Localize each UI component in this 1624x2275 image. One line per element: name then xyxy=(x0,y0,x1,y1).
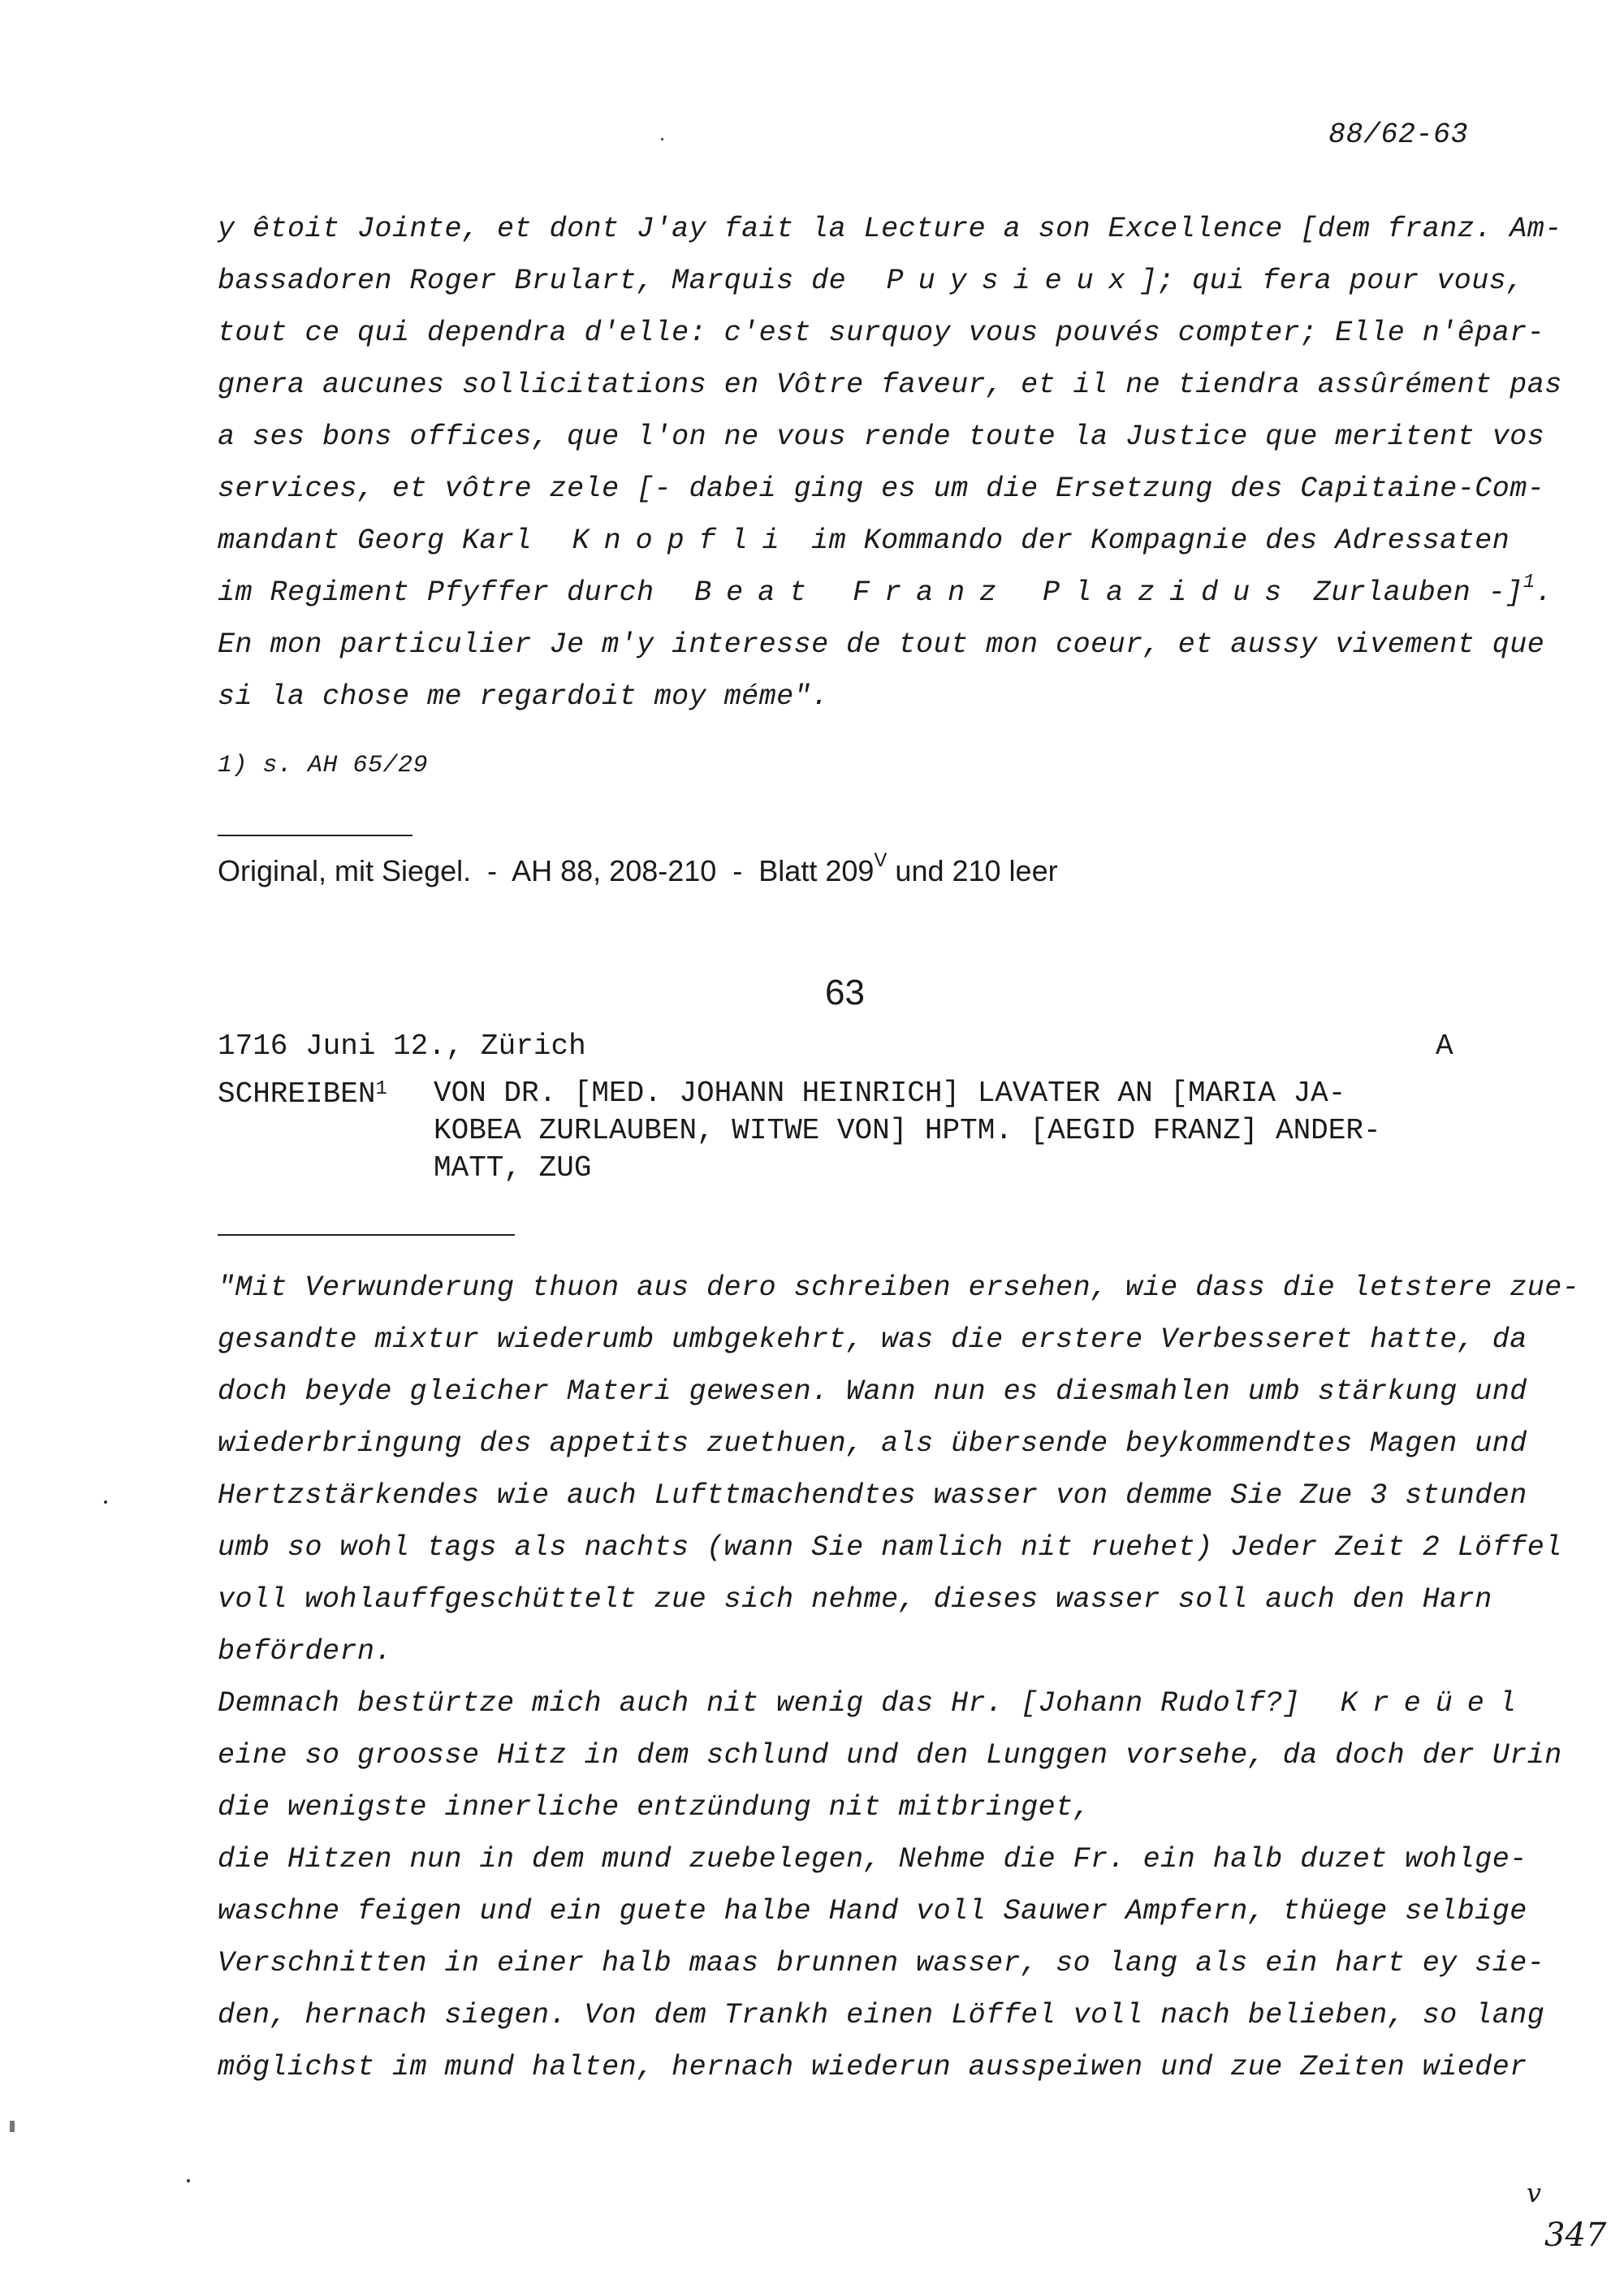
footnote-marker: 1 xyxy=(375,1078,387,1100)
scan-speck xyxy=(661,138,663,140)
text-span: mandant Georg Karl xyxy=(218,525,533,557)
document-type-marker: A xyxy=(1436,1030,1453,1063)
text-line: Hertzstärkendes wie auch Lufttmachendtes wasser von demme Sie Zue 3 stunden xyxy=(218,1479,1527,1512)
title-label: SCHREIBEN xyxy=(218,1077,376,1111)
text-line: a ses bons offices, que l'on ne vous rende toute la Justice que meritent vos xyxy=(218,421,1545,453)
text-line: doch beyde gleicher Materi gewesen. Wann nun es diesmahlen umb stärkung und xyxy=(218,1375,1527,1408)
letter-body xyxy=(218,0,1580,2192)
page-reference: 88/62-63 xyxy=(1328,119,1469,151)
text-span: Zurlauben -] xyxy=(1313,576,1523,609)
title-line: MATT, ZUG xyxy=(434,1151,592,1185)
check-mark: v xyxy=(1527,2178,1542,2208)
text-span: im Regiment Pfyffer durch xyxy=(218,576,654,609)
text-line: eine so groosse Hitz in dem schlund und den Lunggen vorsehe, da doch der Urin xyxy=(218,1739,1562,1772)
document-number: 63 xyxy=(825,973,865,1012)
text-span: bassadoren Roger Brulart, Marquis de xyxy=(218,265,847,297)
text-span: Demnach bestürtze mich auch nit wenig das Hr. [Johann Rudolf?] xyxy=(218,1687,1301,1720)
footnote: 1) s. AH 65/29 xyxy=(218,752,429,779)
source-text: Original, mit Siegel. - AH 88, 208-210 - Blatt 209 xyxy=(218,854,875,887)
spaced-name: Puysieux xyxy=(886,265,1140,297)
spaced-name: Beat Franz Plazidus xyxy=(694,576,1297,609)
title-line: VON DR. [MED. JOHANN HEINRICH] LAVATER AN [MARIA JA- xyxy=(434,1077,1346,1110)
text-line: tout ce qui dependra d'elle: c'est surquoy vous pouvés compter; Elle n'êpar- xyxy=(218,317,1545,349)
spaced-name: Kreüel xyxy=(1340,1687,1531,1720)
text-line: gesandte mixtur wiederumb umbgekehrt, was die erstere Verbesseret hatte, da xyxy=(218,1323,1527,1356)
text-line: Verschnitten in einer halb maas brunnen wasser, so lang als ein hart ey sie- xyxy=(218,1947,1545,1979)
text-line: den, hernach siegen. Von dem Trankh einen Löffel voll nach belieben, so lang xyxy=(218,1999,1545,2031)
text-line: "Mit Verwunderung thuon aus dero schreiben ersehen, wie dass die letstere zue- xyxy=(218,1271,1580,1304)
text-line: y êtoit Jointe, et dont J'ay fait la Lecture a son Excellence [dem franz. Am- xyxy=(218,213,1562,245)
text-line: möglichst im mund halten, hernach wiederun ausspeiwen und zue Zeiten wieder xyxy=(218,2051,1527,2083)
footnote-marker: 1 xyxy=(1522,572,1535,594)
date-place: 1716 Juni 12., Zürich xyxy=(218,1030,586,1063)
text-line xyxy=(218,1687,1531,1720)
text-line: wiederbringung des appetits zuethuen, als übersende beykommendtes Magen und xyxy=(218,1427,1527,1460)
scan-speck xyxy=(10,2121,15,2132)
text-span: im Kommando der Kompagnie des Adressaten xyxy=(811,525,1510,557)
text-line: services, et vôtre zele [- dabei ging es um die Ersetzung des Capitaine-Com- xyxy=(218,473,1545,505)
text-line: gnera aucunes sollicitations en Vôtre faveur, et il ne tiendra assûrément pas xyxy=(218,369,1562,401)
text-span: ]; qui fera pour vous, xyxy=(1139,265,1524,297)
text-line: voll wohlauffgeschüttelt zue sich nehme, dieses wasser soll auch den Harn xyxy=(218,1583,1492,1616)
text-line: die Hitzen nun in dem mund zuebelegen, Nehme die Fr. ein halb duzet wohlge- xyxy=(218,1843,1527,1876)
scan-speck xyxy=(104,1500,107,1504)
scan-speck xyxy=(187,2179,190,2182)
text-line: waschne feigen und ein guete halbe Hand voll Sauwer Ampfern, thüege selbige xyxy=(218,1895,1527,1927)
source-text: und 210 leer xyxy=(887,854,1058,887)
title-line: KOBEA ZURLAUBEN, WITWE VON] HPTM. [AEGID FRANZ] ANDER- xyxy=(434,1114,1381,1147)
spaced-name: Knopfli xyxy=(572,525,794,557)
text-line: En mon particulier Je m'y interesse de tout mon coeur, et aussy vivement que xyxy=(218,628,1545,661)
text-line: die wenigste innerliche entzündung nit mitbringet, xyxy=(218,1791,1091,1824)
text-line: umb so wohl tags als nachts (wann Sie namlich nit ruehet) Jeder Zeit 2 Löffel xyxy=(218,1531,1562,1564)
text-line: befördern. xyxy=(218,1635,393,1668)
text-span: . xyxy=(1535,576,1553,609)
verso-marker: V xyxy=(874,849,888,871)
text-line: si la chose me regardoit moy méme". xyxy=(218,680,829,713)
handwritten-page-number: 347 xyxy=(1544,2217,1607,2254)
